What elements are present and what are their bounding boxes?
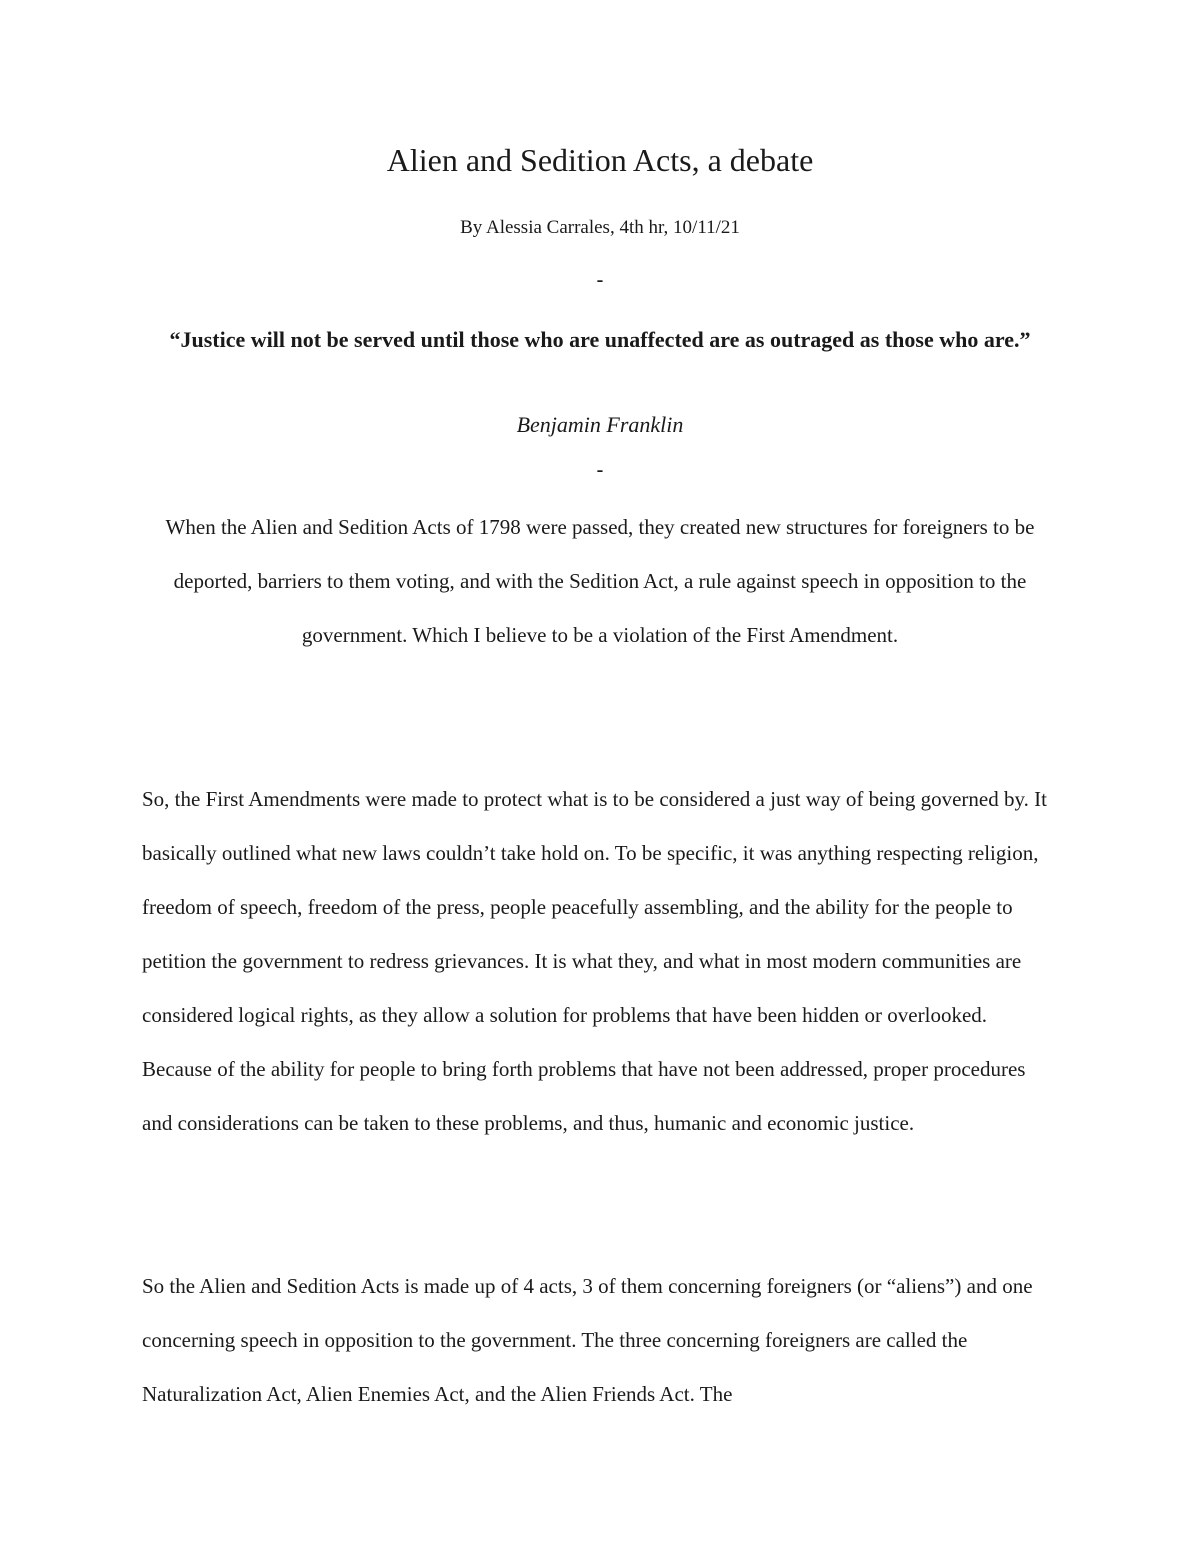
section-separator: - [596,459,604,481]
body-paragraph-acts-overview: So the Alien and Sedition Acts is made up of 4 acts, 3 of them concerning foreigners (or “aliens”) and one concerning speech in opposition to the government. The three concerning foreigners are called the Naturalization Act, Alien Enemies Act, and the Alien Friends Act. The [142,1274,1033,1406]
document-title: Alien and Sedition Acts, a debate [386,142,814,178]
section-separator: - [596,269,604,291]
body-paragraph-first-amendment: So, the First Amendments were made to protect what is to be considered a just way of being governed by. It basically outlined what new laws couldn’t take hold on. To be specific, it was anything respecting religion, freedom of speech, freedom of the press, people peacefully assembling, and the ability for the people to petition the government to redress grievances. It is what they, and what in most modern communities are considered logical rights, as they allow a solution for problems that have been hidden or overlooked. Because of the ability for people to bring forth problems that have not been addressed, proper procedures and considerations can be taken to these problems, and thus, humanic and economic justice. [142,787,1047,1135]
author-byline: By Alessia Carrales, 4th hr, 10/11/21 [460,217,740,238]
body-paragraph-intro: When the Alien and Sedition Acts of 1798 were passed, they created new structures for foreigners to be deported, barriers to them voting, and with the Sedition Act, a rule against speech in opposition to the government. Which I believe to be a violation of the First Amendment. [165,515,1035,647]
quote-author: Benjamin Franklin [516,412,684,437]
epigraph-quote: “Justice will not be served until those who are unaffected are as outraged as those who are.” [169,327,1031,352]
